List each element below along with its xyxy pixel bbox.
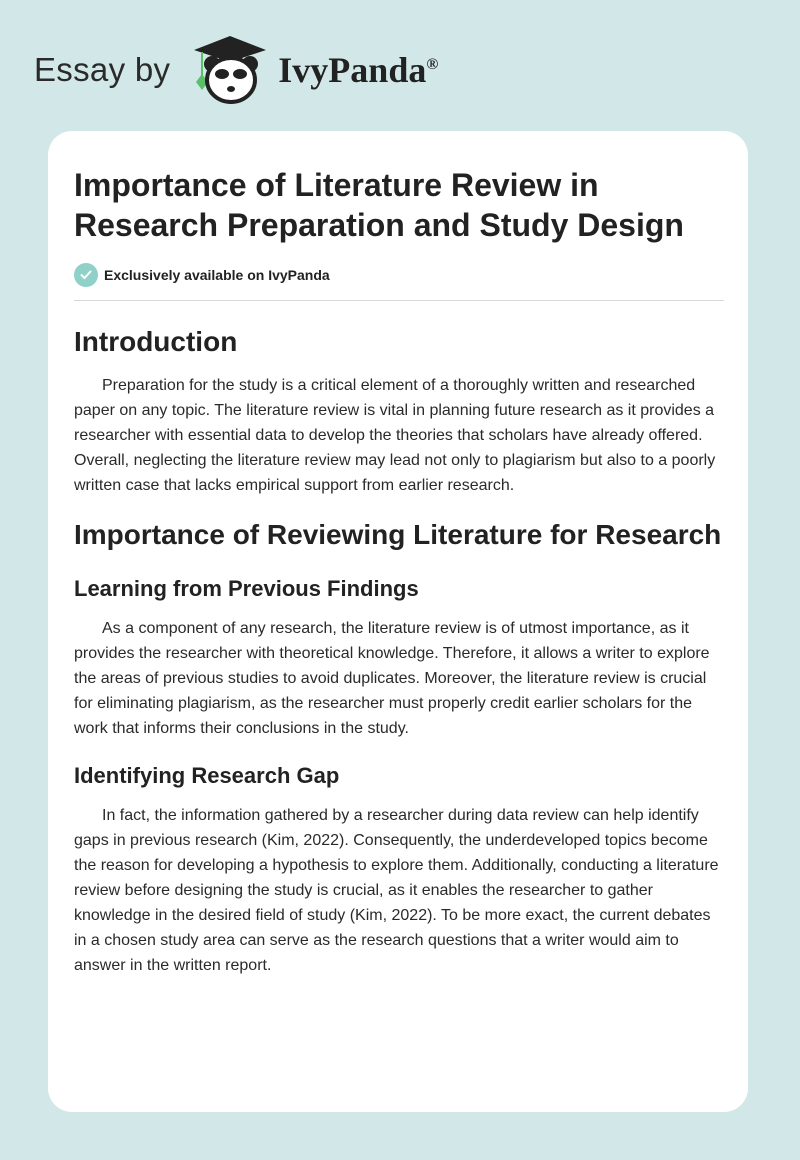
paragraph: As a component of any research, the literature review is of utmost importance, as it provides the researcher with theoretical knowledge. Therefore, it allows a writer to explore the areas of previous studies to avoid duplicates. Moreover, the literature review is crucial for eliminating plagiarism, as the researcher must properly credit earlier scholars for the work that informs their conclusions in the study. <box>74 620 710 737</box>
brand-name[interactable] <box>278 49 438 91</box>
paragraph: In fact, the information gathered by a researcher during data review can help identify gaps in previous research (Kim, 2022). Consequently, the underdeveloped topics become the reason for developing a hypothesis to explore them. Additionally, conducting a literature review before designing the study is crucial, as it enables the researcher to gather knowledge in the desired field of study (Kim, 2022). To be more exact, the current debates in a chosen study area can serve as the research questions that a writer would aim to answer in the written report. <box>74 807 719 974</box>
essay-content <box>74 165 724 978</box>
subsection-heading: Identifying Research Gap <box>74 763 340 788</box>
divider <box>74 300 724 301</box>
badge-text: Exclusively available on IvyPanda <box>104 267 330 283</box>
registered-mark: ® <box>426 56 439 73</box>
essay-card <box>48 131 748 1112</box>
exclusive-badge <box>74 263 724 287</box>
panda-logo-icon[interactable] <box>188 34 270 106</box>
essay-title: Importance of Literature Review in Research Preparation and Study Design <box>74 167 684 243</box>
paragraph: Preparation for the study is a critical element of a thoroughly written and researched paper on any topic. The literature review is vital in planning future research as it provides a researcher with essential data to develop the theories that scholars have already offered. Overall, neglecting the literature review may lead not only to plagiarism but also to a poorly written case that lacks empirical support from earlier research. <box>74 377 716 494</box>
essay-by-label: Essay by <box>34 51 171 88</box>
section-heading: Importance of Reviewing Literature for Research <box>74 519 722 550</box>
site-header <box>34 34 438 106</box>
subsection-heading: Learning from Previous Findings <box>74 576 419 601</box>
section-heading: Introduction <box>74 326 238 357</box>
check-icon <box>74 263 98 287</box>
brand-text: IvyPanda <box>278 50 427 90</box>
